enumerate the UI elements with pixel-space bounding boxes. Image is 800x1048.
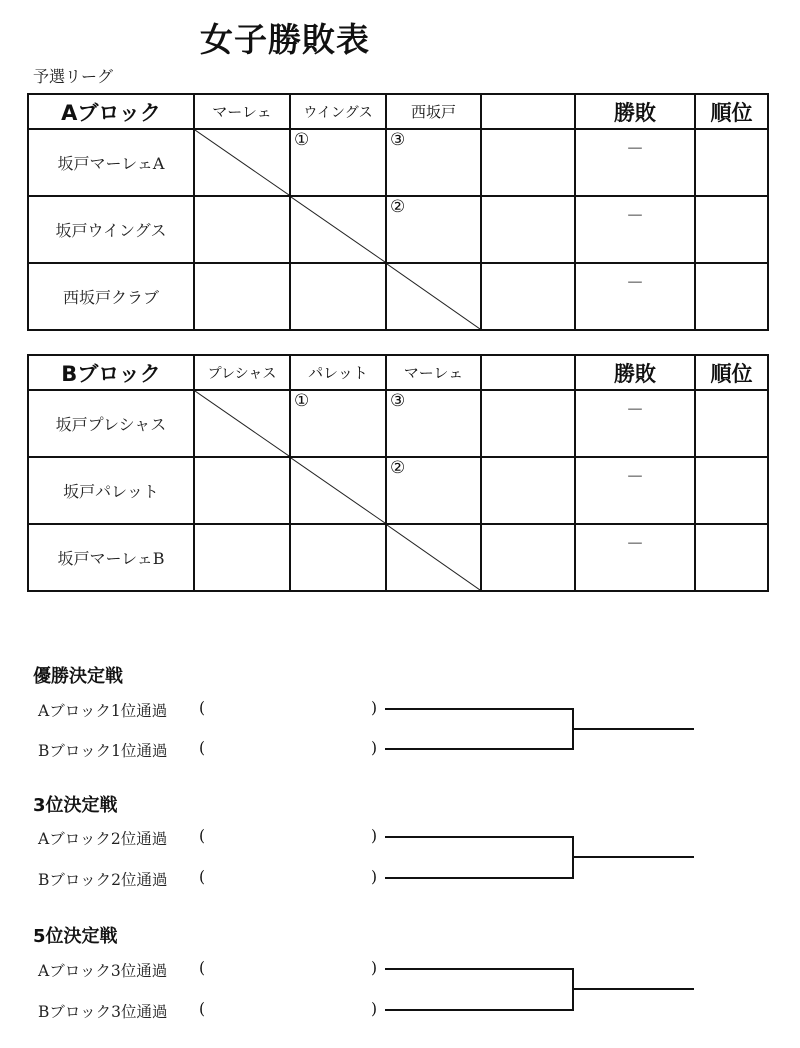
match-number: ②: [390, 197, 406, 217]
block-name: Aブロック: [28, 94, 194, 129]
match-number: ③: [390, 391, 406, 411]
table-row: [28, 524, 768, 591]
column-header: [481, 355, 575, 390]
rank-cell[interactable]: [695, 524, 768, 591]
column-header: パレット: [290, 355, 386, 390]
match-cell[interactable]: [194, 457, 290, 524]
diagonal-cell: [386, 524, 481, 591]
table-header-row: [28, 94, 768, 129]
championship-final-title: 優勝決定戦: [33, 666, 123, 687]
rank-cell[interactable]: [695, 263, 768, 330]
match-number: ①: [294, 130, 310, 150]
team-name: 坂戸マーレェA: [28, 129, 194, 196]
column-header: 西坂戸: [386, 94, 481, 129]
paren-close: ): [371, 1000, 378, 1018]
team-name: 坂戸プレシャス: [28, 390, 194, 457]
paren-open: (: [199, 827, 206, 845]
bracket-entry-label: Aブロック2位通過: [38, 830, 168, 848]
diagonal-cell: [290, 196, 386, 263]
block-a-table: [27, 93, 769, 331]
diagonal-cell: [290, 457, 386, 524]
result-header: 勝敗: [575, 355, 695, 390]
match-cell[interactable]: [194, 263, 290, 330]
bracket-entry-label: Aブロック3位通過: [38, 962, 168, 980]
empty-cell: [481, 129, 575, 196]
rank-cell[interactable]: [695, 129, 768, 196]
match-cell[interactable]: [290, 263, 386, 330]
preliminary-league-label: 予選リーグ: [33, 67, 114, 86]
block-b-table: [27, 354, 769, 592]
rank-cell[interactable]: [695, 390, 768, 457]
empty-cell: [481, 457, 575, 524]
paren-open: (: [199, 699, 206, 717]
match-cell[interactable]: [386, 390, 481, 457]
fifth-place-bracket: [383, 959, 703, 1019]
result-value: －: [626, 206, 644, 227]
empty-cell: [481, 263, 575, 330]
paren-close: ): [371, 827, 378, 845]
paren-close: ): [371, 868, 378, 886]
diagonal-cell: [194, 390, 290, 457]
match-number: ①: [294, 391, 310, 411]
championship-bracket: [383, 699, 703, 759]
table-row: [28, 263, 768, 330]
result-cell[interactable]: [575, 129, 695, 196]
column-header: マーレェ: [386, 355, 481, 390]
empty-cell: [481, 196, 575, 263]
bracket-entry-label: Bブロック3位通過: [38, 1003, 168, 1021]
match-number: ③: [390, 130, 406, 150]
table-row: [28, 196, 768, 263]
result-cell[interactable]: [575, 196, 695, 263]
team-name: 坂戸パレット: [28, 457, 194, 524]
paren-close: ): [371, 739, 378, 757]
paren-open: (: [199, 739, 206, 757]
match-cell[interactable]: [386, 129, 481, 196]
team-name: 西坂戸クラブ: [28, 263, 194, 330]
rank-cell[interactable]: [695, 457, 768, 524]
result-cell[interactable]: [575, 457, 695, 524]
team-name: 坂戸ウイングス: [28, 196, 194, 263]
block-name: Bブロック: [28, 355, 194, 390]
column-header: [481, 94, 575, 129]
match-cell[interactable]: [386, 457, 481, 524]
paren-open: (: [199, 868, 206, 886]
third-place-final-title: 3位決定戦: [33, 795, 118, 816]
result-value: －: [626, 467, 644, 488]
result-value: －: [626, 273, 644, 294]
column-header: マーレェ: [194, 94, 290, 129]
column-header: ウイングス: [290, 94, 386, 129]
empty-cell: [481, 524, 575, 591]
team-name: 坂戸マーレェB: [28, 524, 194, 591]
result-value: －: [626, 534, 644, 555]
column-header: プレシャス: [194, 355, 290, 390]
paren-open: (: [199, 959, 206, 977]
match-cell[interactable]: [290, 129, 386, 196]
fifth-place-final-title: 5位決定戦: [33, 926, 118, 947]
result-header: 勝敗: [575, 94, 695, 129]
diagonal-cell: [386, 263, 481, 330]
paren-open: (: [199, 1000, 206, 1018]
third-place-bracket: [383, 827, 703, 887]
result-cell[interactable]: [575, 524, 695, 591]
rank-header: 順位: [695, 355, 768, 390]
table-row: [28, 390, 768, 457]
paren-close: ): [371, 959, 378, 977]
table-row: [28, 457, 768, 524]
result-cell[interactable]: [575, 390, 695, 457]
page-title: 女子勝敗表: [200, 20, 370, 59]
match-number: ②: [390, 458, 406, 478]
result-cell[interactable]: [575, 263, 695, 330]
empty-cell: [481, 390, 575, 457]
match-cell[interactable]: [290, 390, 386, 457]
bracket-entry-label: Aブロック1位通過: [38, 702, 168, 720]
rank-header: 順位: [695, 94, 768, 129]
paren-close: ): [371, 699, 378, 717]
match-cell[interactable]: [194, 524, 290, 591]
bracket-entry-label: Bブロック2位通過: [38, 871, 168, 889]
result-value: －: [626, 139, 644, 160]
result-value: －: [626, 400, 644, 421]
bracket-entry-label: Bブロック1位通過: [38, 742, 168, 760]
rank-cell[interactable]: [695, 196, 768, 263]
table-row: [28, 129, 768, 196]
match-cell[interactable]: [194, 196, 290, 263]
table-header-row: [28, 355, 768, 390]
diagonal-cell: [194, 129, 290, 196]
match-cell[interactable]: [386, 196, 481, 263]
match-cell[interactable]: [290, 524, 386, 591]
